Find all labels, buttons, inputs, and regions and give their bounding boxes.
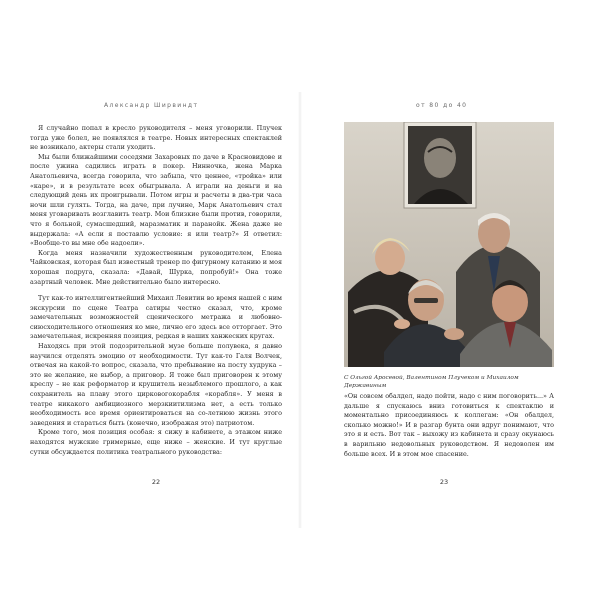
left-page-number: 22 (151, 478, 161, 486)
group-photo (344, 122, 554, 367)
photo-caption: С Ольгой Аросевой, Валентином Плучеком и Михаилом Державиным (344, 375, 519, 389)
left-body-text (30, 124, 282, 457)
right-body-text (344, 392, 554, 459)
left-page (26, 92, 286, 528)
book-gutter (298, 92, 302, 528)
paragraph: Я случайно попал в кресло руководителя – меня уговорили. Плучек тогда уже болел, не появлялся в театре. Новых интересных спектаклей не возникало, актеры стали уходить. (30, 124, 282, 152)
paragraph: «Он совсем обалдел, надо пойти, надо с ним поговорить...» А дальше я спускаюсь вниз готовиться к спектаклю и моментально присоединяюсь к коллегам: «Он обалдел, сколько можно!» И в разгар бунта они вдруг понимают, что это я и есть. Вот так – выхожу из кабинета и сразу окунаюсь в варильню недовольных руководством. Я недоволен им больше всех. И в этом мое спасение. (344, 392, 554, 458)
right-running-head: от 80 до 40 (416, 102, 468, 109)
paragraph: Когда меня назначили художественным руководителем, Елена Чайковская, которая был известный тренер по фигурному катанию и моя хорошая подруга, сказала: «Давай, Шурка, попробуй!» Она тоже азартный человек. Мне действительно было интересно. (30, 248, 282, 286)
right-page-number: 23 (439, 478, 449, 486)
left-running-head: Александр Ширвиндт (104, 102, 199, 109)
paragraph: Мы были ближайшими соседями Захаровых по даче в Красновидове и после ужина садились играть в покер. Нинночка, жена Марка Анатольевича, всегда говорила, что забыла, что ценнее, «тройка» или «каре», и в результате всех обыгрывала. А играли на деньги и на следующий день их проигрывали. Потом игры и расчеты в два-три часа ночи шли гулять. Тогда, на даче, при лучине, Марк Анатольевич стал меня уговаривать возглавить театр. Мои близкие были против, говорили, что я больной, сумасшедший, маразматик и паранойк. Жена даже не выдержала: «А если я поставлю условие: я или театр?» Я ответил: «Вообще-то вы мне обе надоели». (30, 152, 282, 248)
paragraph: Тут как-то интеллигентнейший Михаил Левитин во время нашей с ним экскурсии по сцене Театра сатиры честно сказал, что, кроме замечательных возможностей сценического метража и любовно-сиюсходительного отношения ко мне, лично его здесь все отторгает. Это замечательная, искренняя позиция, редкая в наших ханжеских кругах. (30, 294, 282, 341)
right-page (314, 92, 574, 528)
paragraph: Кроме того, моя позиция особая: я сижу в кабинете, а этажом ниже находятся мужские гримерные, еще ниже – женские. И тут круглые сутки обсуждается политика театрального руководства: (30, 428, 282, 456)
group-photo-illustration (344, 122, 554, 367)
paragraph: Находясь при этой подозрительной музе больше полувека, я давно научился отделять эмоцию от необходимости. Тут как-то Галя Волчек, отвечая на какой-то вопрос, сказала, что пребывание на посту худрука – это не желание, не выбор, а приговор. Я тоже был приговорен к этому креслу – не как реформатор и крушитель незыблемого прошлого, а как сохранитель на плаву этого цирковогокорабля «корабля». У меня в театре никакого амбициозного мерзкиитилизма нет, а есть только необходимость все время ориентироваться на со-летнюю жизнь этого заведения и стараться быть (конечно, изображая это) патриотом. (30, 342, 282, 427)
